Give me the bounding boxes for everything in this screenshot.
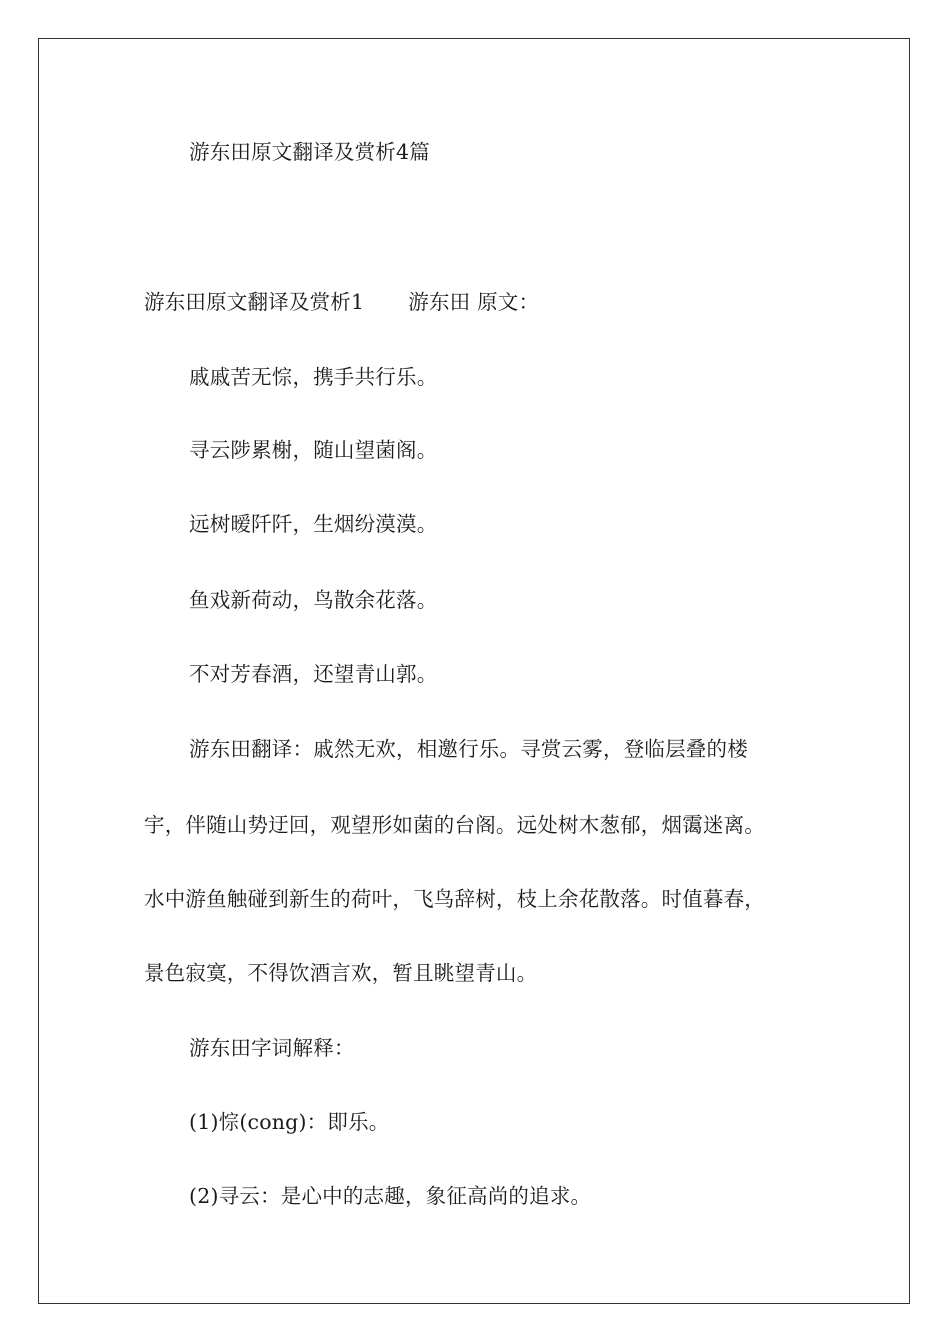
glossary-item: (2)寻云：是心中的志趣，象征高尚的追求。: [189, 1184, 592, 1208]
glossary-heading: 游东田字词解释：: [189, 1036, 355, 1060]
poem-line: 寻云陟累榭，随山望菌阁。: [189, 438, 438, 462]
poem-line: 鱼戏新荷动，鸟散余花落。: [189, 588, 438, 612]
document-title: 游东田原文翻译及赏析4篇: [189, 140, 430, 164]
poem-line: 戚戚苦无悰，携手共行乐。: [189, 365, 438, 389]
section-heading: 游东田原文翻译及赏析1: [144, 290, 365, 314]
translation-line: 景色寂寞，不得饮酒言欢，暂且眺望青山。: [144, 961, 538, 985]
page-border: [38, 38, 910, 1304]
poem-line: 远树暧阡阡，生烟纷漠漠。: [189, 512, 438, 536]
section-subheading: 游东田 原文：: [408, 290, 540, 314]
glossary-item: (1)悰(cong)：即乐。: [189, 1110, 390, 1134]
translation-line: 游东田翻译：戚然无欢，相邀行乐。寻赏云雾，登临层叠的楼: [189, 737, 748, 761]
poem-line: 不对芳春酒，还望青山郭。: [189, 662, 438, 686]
translation-line: 水中游鱼触碰到新生的荷叶，飞鸟辞树，枝上余花散落。时值暮春，: [144, 887, 765, 911]
translation-line: 宇，伴随山势迂回，观望形如菌的台阁。远处树木葱郁，烟霭迷离。: [144, 813, 765, 837]
section-heading-row: [144, 290, 539, 314]
